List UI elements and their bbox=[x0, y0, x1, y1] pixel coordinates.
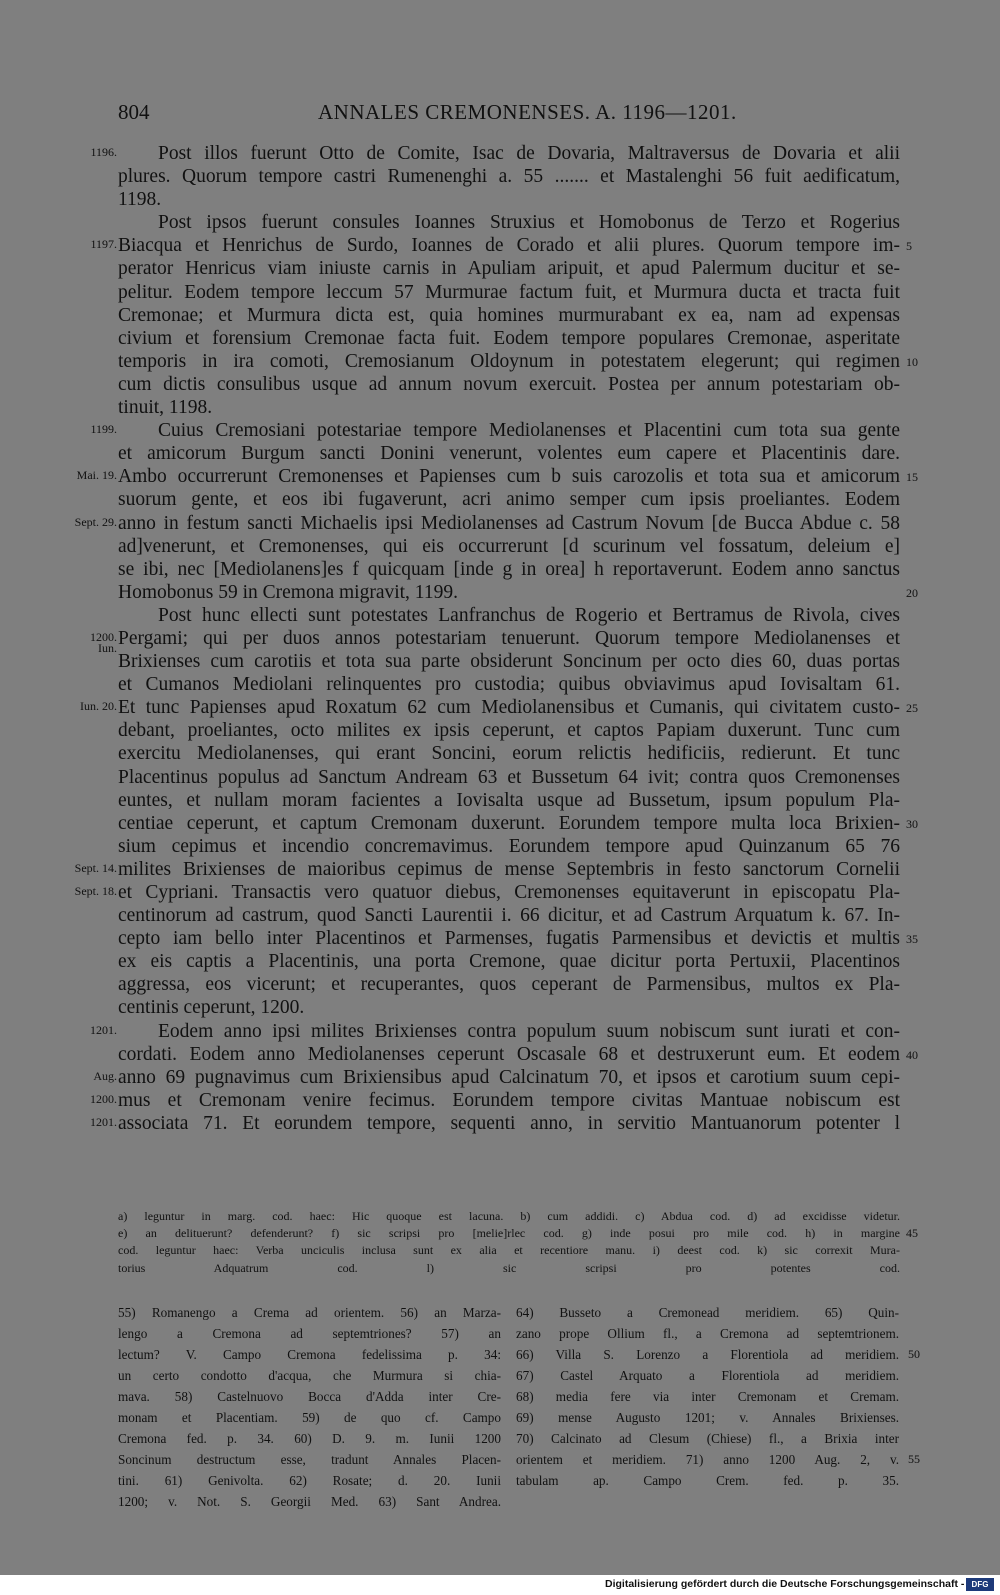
margin-date: Sept. 18. bbox=[74, 884, 117, 898]
text-line bbox=[0, 165, 1000, 188]
line-text: plures. Quorum tempore castri Rumenenghi a. 55 ....... et Mastalenghi 56 fuit aedificatum, bbox=[118, 166, 900, 188]
line-text: tinuit, 1198. bbox=[118, 397, 213, 419]
line-number: 5 bbox=[906, 239, 912, 254]
line-text: ex eis captis a Placentinis, una porta Cremone, quae dicitur porta Pertuxii, Placentinos bbox=[118, 951, 900, 973]
line-text: debant, proeliantes, octo milites ex ipsis ceperunt, et captos Papiam duxerunt. Tunc cum bbox=[118, 720, 900, 742]
line-number: 30 bbox=[906, 816, 918, 831]
line-number: 35 bbox=[906, 932, 918, 947]
main-text bbox=[0, 142, 1000, 1135]
line-number: 20 bbox=[906, 585, 918, 600]
text-line bbox=[0, 719, 1000, 742]
footnote-line: monam et Placentiam. 59) de quo cf. Campo bbox=[118, 1410, 501, 1425]
margin-date: 1200. bbox=[90, 629, 117, 644]
line-text: se ibi, nec [Mediolanens]es f quicquam [inde g in orea] h reportaverunt. Eodem anno sanctus bbox=[118, 558, 900, 580]
line-number: 25 bbox=[906, 701, 918, 716]
margin-date: Iun. bbox=[98, 640, 117, 655]
line-text: centiae ceperunt, et captum Cremonam duxerunt. Eorundem tempore multa loca Brixien- bbox=[118, 812, 900, 834]
line-text: centinorum ad castrum, quod Sancti Laurentii i. 66 dicitur, et ad Castrum Arquatum k. 67. In- bbox=[118, 905, 900, 927]
line-text: Post ipsos fuerunt consules Ioannes Struxius et Homobonus de Terzo et Rogerius bbox=[158, 212, 900, 234]
line-number: 15 bbox=[906, 470, 918, 485]
text-line bbox=[0, 742, 1000, 765]
text-line bbox=[0, 673, 1000, 696]
footnote-line: mava. 58) Castelnuovo Bocca d'Adda inter Cre- bbox=[118, 1389, 501, 1404]
text-line bbox=[0, 281, 1000, 304]
textual-note-line: cod. leguntur haec: Verba unciculis inclusa sunt ex alia et recentiore manu. i) deest cod. k) sic correxit Mura- bbox=[118, 1243, 900, 1258]
footnote-line: 68) media fere via inter Cremonam et Cremam. bbox=[516, 1389, 899, 1404]
line-text: civium et forensium Cremonae facta fuit. Eodem tempore populares Cremonae, asperitate bbox=[118, 327, 900, 349]
line-text: cum dictis consulibus usque ad annum novum exercuit. Postea per annum potestariam ob- bbox=[118, 373, 900, 395]
footnote-line: 55) Romanengo a Crema ad orientem. 56) an Marza- bbox=[118, 1305, 501, 1320]
line-text: et Cypriani. Transactis vero quatuor diebus, Cremonenses equitaverunt in episcopatu Pla- bbox=[118, 882, 900, 903]
line-number: 55 bbox=[908, 1452, 920, 1466]
notes-column-right bbox=[516, 1302, 899, 1491]
text-line bbox=[0, 927, 1000, 950]
text-line bbox=[0, 558, 1000, 581]
footnote-line: 1200; v. Not. S. Georgii Med. 63) Sant Andrea. bbox=[118, 1494, 501, 1509]
line-text: exercitu Mediolanenses, qui erant Soncini, eorum relictis hedificiis, redierunt. Et tunc bbox=[118, 743, 900, 765]
text-line bbox=[0, 419, 1000, 442]
line-text: et Cumanos Mediolani relinquentes pro custodia; quibus obviavimus apud Iovisaltam 61. bbox=[118, 674, 900, 696]
text-line bbox=[0, 835, 1000, 858]
margin-date: Iun. 20. bbox=[80, 699, 117, 714]
line-text: suorum gente, et eos ibi fugaverunt, acri animo semper cum ipsis proeliantes. Eodem bbox=[118, 489, 900, 511]
line-text: anno in festum sancti Michaelis ipsi Mediolanenses ad Castrum Novum [de Bucca Abdue c. 58 bbox=[118, 512, 900, 534]
footnote-line: lectum? V. Campo Cremona fedelissima p. 34: bbox=[118, 1347, 501, 1362]
line-text: Cremonae; et Murmura dicta est, quia homines murmurabant ex ea, nam ad expensas bbox=[118, 304, 900, 326]
line-number: 10 bbox=[906, 354, 918, 369]
line-text: Pergami; qui per duos annos potestariam tenuerunt. Quorum tempore Mediolanenses et bbox=[118, 627, 900, 649]
footnote-line: 64) Busseto a Cremonead meridiem. 65) Quin- bbox=[516, 1305, 899, 1320]
text-line bbox=[0, 257, 1000, 280]
line-text: pelitur. Eodem tempore leccum 57 Murmurae factum fuit, et Murmura ducta et tracta fuit bbox=[118, 281, 900, 303]
page-header bbox=[0, 100, 1000, 130]
line-number: 50 bbox=[908, 1347, 920, 1361]
margin-date: Mai. 19. bbox=[76, 468, 117, 483]
footnote-line: zano prope Ollium fl., a Cremona ad septemtrionem. bbox=[516, 1326, 899, 1341]
text-line bbox=[0, 858, 1000, 881]
footnote-line: tini. 61) Genivolta. 62) Rosate; d. 20. Iunii bbox=[118, 1473, 501, 1488]
text-line bbox=[0, 1043, 1000, 1066]
footnote-line: lengo a Cremona ad septemtriones? 57) an bbox=[118, 1326, 501, 1341]
textual-note-line: e) an delituerunt? defenderunt? f) sic scripsi pro [melie]rlec cod. g) inde posui pro mile cod. h) in margine bbox=[118, 1226, 900, 1241]
line-text: cepto iam bello inter Placentinos et Parmenses, fugatis Parmensibus et devictis et multis bbox=[118, 928, 900, 950]
textual-notes bbox=[118, 1208, 918, 1277]
line-text: Cuius Cremosiani potestariae tempore Mediolanenses et Placentini cum tota sua gente bbox=[158, 420, 900, 442]
text-line bbox=[0, 211, 1000, 234]
margin-date: Sept. 29. bbox=[74, 514, 117, 529]
margin-date: 1200. bbox=[90, 1091, 117, 1106]
text-line bbox=[0, 1020, 1000, 1043]
line-text: Homobonus 59 in Cremona migravit, 1199. bbox=[118, 581, 458, 603]
footnote-line: tabulam ap. Campo Crem. fed. p. 35. bbox=[516, 1473, 899, 1488]
text-line bbox=[0, 304, 1000, 327]
text-line bbox=[0, 973, 1000, 996]
text-line bbox=[0, 789, 1000, 812]
margin-date: 1196. bbox=[90, 145, 117, 159]
margin-date: 1199. bbox=[90, 422, 117, 437]
footnote-line: 70) Calcinato ad Clesum (Chiese) fl., a Brixia inter bbox=[516, 1431, 899, 1446]
line-text: anno 69 pugnavimus cum Brixiensibus apud Calcinatum 70, et ipsos et carotium suum cepi- bbox=[118, 1066, 900, 1088]
margin-date: 1201. bbox=[90, 1114, 117, 1129]
footer-bar bbox=[0, 1575, 1000, 1595]
line-text: milites Brixienses de maioribus cepimus de mense Septembris in festo sanctorum Cornelii bbox=[118, 858, 900, 880]
textual-note-line: torius Adquatrum cod. l) sic scripsi pro potentes cod. bbox=[118, 1260, 900, 1275]
text-line bbox=[0, 1112, 1000, 1135]
page-number: 804 bbox=[118, 100, 150, 124]
line-text: cordati. Eodem anno Mediolanenses ceperunt Oscasale 68 et destruxerunt eum. Et eodem bbox=[118, 1043, 900, 1065]
text-line bbox=[0, 950, 1000, 973]
margin-date: 1197. bbox=[90, 237, 117, 252]
line-text: aggressa, eos vicerunt; et recuperantes, quos ceperant de Parmensibus, multos ex Pla- bbox=[118, 974, 900, 996]
line-text: mus et Cremonam venire fecimus. Eorundem tempore civitas Mantuae nobiscum est bbox=[118, 1089, 900, 1111]
footer-credit: Digitalisierung gefördert durch die Deutsche Forschungsgemeinschaft - bbox=[605, 1578, 965, 1590]
text-line bbox=[0, 488, 1000, 511]
text-line bbox=[0, 234, 1000, 257]
text-line bbox=[0, 904, 1000, 927]
text-line bbox=[0, 650, 1000, 673]
text-line bbox=[0, 604, 1000, 627]
text-line bbox=[0, 327, 1000, 350]
line-text: Placentinus populus ad Sanctum Andream 63 et Bussetum 64 ivit; contra quos Cremonenses bbox=[118, 766, 900, 788]
line-text: et amicorum Burgum sancti Donini venerunt, volentes eum capere et Placentinis dare. bbox=[118, 443, 900, 465]
line-text: perator Henricus viam iniuste carnis in Apuliam aripuit, et apud Palermum ducitur et se- bbox=[118, 258, 900, 280]
margin-date: 1201. bbox=[90, 1022, 117, 1037]
text-line bbox=[0, 465, 1000, 488]
line-text: ad]venerunt, et Cremonenses, qui eis occurrerunt [d scurinum vel fossatum, deleium e] bbox=[118, 535, 900, 557]
text-line bbox=[0, 535, 1000, 558]
line-text: Post hunc ellecti sunt potestates Lanfranchus de Rogerio et Bertramus de Rivola, cives bbox=[158, 604, 900, 626]
text-line bbox=[0, 696, 1000, 719]
text-line bbox=[0, 1066, 1000, 1089]
footnote-line: Soncinum destructum esse, tradunt Annales Placen- bbox=[118, 1452, 501, 1467]
text-line bbox=[0, 996, 1000, 1019]
line-text: associata 71. Et eorundem tempore, sequenti anno, in servitio Mantuanorum potenter l bbox=[118, 1112, 900, 1134]
text-line bbox=[0, 812, 1000, 835]
line-text: Ambo occurrerunt Cremonenses et Papienses cum b suis carozolis et tota sua et amicorum bbox=[118, 466, 900, 488]
line-text: Post illos fuerunt Otto de Comite, Isac de Dovaria, Maltraversus de Dovaria et alii bbox=[158, 143, 900, 164]
text-line bbox=[0, 512, 1000, 535]
line-text: sium cepimus et incendio concremavimus. Eorundem tempore apud Quinzanum 65 76 bbox=[118, 835, 900, 857]
footnote-line: 69) mense Augusto 1201; v. Annales Brixienses. bbox=[516, 1410, 899, 1425]
text-line bbox=[0, 350, 1000, 373]
line-text: centinis ceperunt, 1200. bbox=[118, 997, 305, 1019]
line-number: 45 bbox=[906, 1226, 918, 1241]
text-line bbox=[0, 766, 1000, 789]
dfg-logo-icon: DFG bbox=[966, 1578, 994, 1591]
line-text: Eodem anno ipsi milites Brixienses contra populum suum nobiscum sunt iurati et con- bbox=[158, 1020, 900, 1042]
notes-column-left bbox=[118, 1302, 501, 1512]
line-text: 1198. bbox=[118, 189, 162, 211]
footnote-line: Cremona fed. p. 34. 60) D. 9. m. Iunii 1200 bbox=[118, 1431, 501, 1446]
margin-date: Sept. 14. bbox=[74, 860, 117, 875]
text-line bbox=[0, 627, 1000, 655]
text-line bbox=[0, 1089, 1000, 1112]
margin-date: Aug. bbox=[93, 1068, 117, 1083]
line-text: temporis in ira comoti, Cremosianum Oldoynum in potestatem elegerunt; qui regimen bbox=[118, 350, 900, 372]
text-line bbox=[0, 881, 1000, 904]
footnote-line: orientem et meridiem. 71) anno 1200 Aug. 2, v. bbox=[516, 1452, 899, 1467]
line-text: Et tunc Papienses apud Roxatum 62 cum Mediolanensibus et Cumanis, qui civitatem custo- bbox=[118, 697, 900, 719]
footnote-line: 66) Villa S. Lorenzo a Florentiola ad meridiem. bbox=[516, 1347, 899, 1362]
text-line bbox=[0, 442, 1000, 465]
text-line bbox=[0, 142, 1000, 165]
textual-note-line: a) leguntur in marg. cod. haec: Hic quoque est lacuna. b) cum addidi. c) Abdua cod. d) ad excidisse videtur. bbox=[118, 1209, 900, 1223]
line-text: euntes, et nullam moram facientes a Iovisalta usque ad Bussetum, ipsum populum Pla- bbox=[118, 789, 900, 811]
line-text: Biacqua et Henrichus de Surdo, Ioannes de Corado et alii plures. Quorum tempore im- bbox=[118, 235, 900, 257]
footnote-line: 67) Castel Arquato a Florentiola ad meridiem. bbox=[516, 1368, 899, 1383]
line-text: Brixienses cum carotiis et tota sua parte obsiderunt Soncinum per octo dies 60, duas portas bbox=[118, 651, 900, 673]
running-title: ANNALES CREMONENSES. A. 1196—1201. bbox=[318, 100, 737, 124]
text-line bbox=[0, 581, 1000, 604]
line-number: 40 bbox=[906, 1047, 918, 1062]
text-line bbox=[0, 373, 1000, 396]
footnote-line: un certo condotto d'acqua, che Murmura si chia- bbox=[118, 1368, 501, 1383]
text-line bbox=[0, 188, 1000, 211]
text-line bbox=[0, 396, 1000, 419]
